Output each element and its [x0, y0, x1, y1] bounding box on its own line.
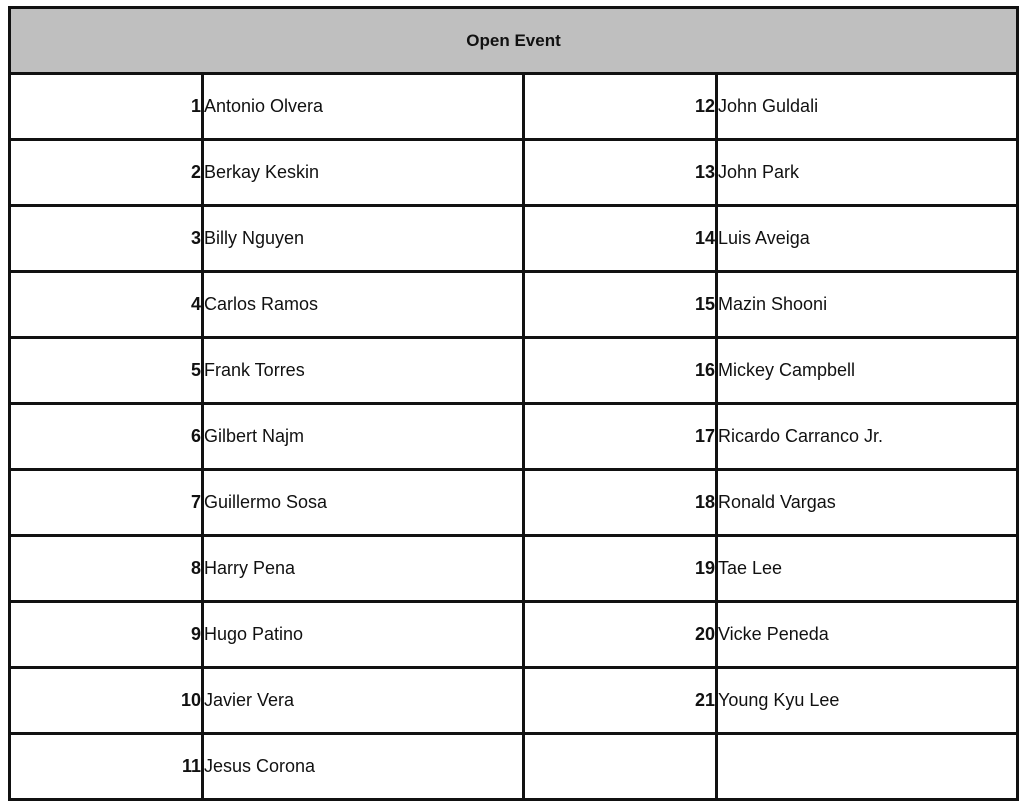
table-row [10, 734, 1018, 800]
entry-number-left: 9 [10, 602, 203, 668]
entry-number-right: 18 [524, 470, 717, 536]
entry-name-left: Carlos Ramos [203, 272, 524, 338]
entry-number-left: 5 [10, 338, 203, 404]
entry-number-right: 13 [524, 140, 717, 206]
entry-number-left: 11 [10, 734, 203, 800]
entry-name-right: Ronald Vargas [717, 470, 1018, 536]
entry-number-right: 20 [524, 602, 717, 668]
entry-number-right: 14 [524, 206, 717, 272]
roster-body [10, 8, 1018, 800]
entry-name-right: Ricardo Carranco Jr. [717, 404, 1018, 470]
entry-name-right [717, 734, 1018, 800]
entry-name-right: Mazin Shooni [717, 272, 1018, 338]
entry-name-right: John Park [717, 140, 1018, 206]
entry-number-right [524, 734, 717, 800]
entry-name-left: Guillermo Sosa [203, 470, 524, 536]
entry-number-right: 21 [524, 668, 717, 734]
roster-sheet [8, 6, 1016, 803]
entry-name-left: Jesus Corona [203, 734, 524, 800]
roster-table [8, 6, 1019, 801]
entry-number-left: 4 [10, 272, 203, 338]
table-row [10, 272, 1018, 338]
entry-number-right: 16 [524, 338, 717, 404]
entry-name-right: Mickey Campbell [717, 338, 1018, 404]
entry-number-right: 17 [524, 404, 717, 470]
table-row [10, 536, 1018, 602]
entry-name-right: Luis Aveiga [717, 206, 1018, 272]
entry-name-left: Harry Pena [203, 536, 524, 602]
entry-name-left: Berkay Keskin [203, 140, 524, 206]
entry-number-left: 7 [10, 470, 203, 536]
table-row [10, 74, 1018, 140]
entry-name-left: Billy Nguyen [203, 206, 524, 272]
entry-name-left: Javier Vera [203, 668, 524, 734]
table-row [10, 338, 1018, 404]
entry-name-right: Tae Lee [717, 536, 1018, 602]
entry-number-right: 15 [524, 272, 717, 338]
entry-name-left: Antonio Olvera [203, 74, 524, 140]
entry-number-left: 1 [10, 74, 203, 140]
entry-name-left: Gilbert Najm [203, 404, 524, 470]
event-title: Open Event [10, 8, 1018, 74]
entry-number-right: 19 [524, 536, 717, 602]
entry-name-right: Vicke Peneda [717, 602, 1018, 668]
entry-number-left: 2 [10, 140, 203, 206]
entry-number-left: 6 [10, 404, 203, 470]
entry-name-left: Hugo Patino [203, 602, 524, 668]
table-row [10, 404, 1018, 470]
entry-number-left: 3 [10, 206, 203, 272]
table-row [10, 470, 1018, 536]
entry-name-left: Frank Torres [203, 338, 524, 404]
entry-name-right: John Guldali [717, 74, 1018, 140]
title-row [10, 8, 1018, 74]
table-row [10, 668, 1018, 734]
table-row [10, 140, 1018, 206]
table-row [10, 602, 1018, 668]
entry-number-left: 10 [10, 668, 203, 734]
entry-name-right: Young Kyu Lee [717, 668, 1018, 734]
table-row [10, 206, 1018, 272]
entry-number-left: 8 [10, 536, 203, 602]
entry-number-right: 12 [524, 74, 717, 140]
